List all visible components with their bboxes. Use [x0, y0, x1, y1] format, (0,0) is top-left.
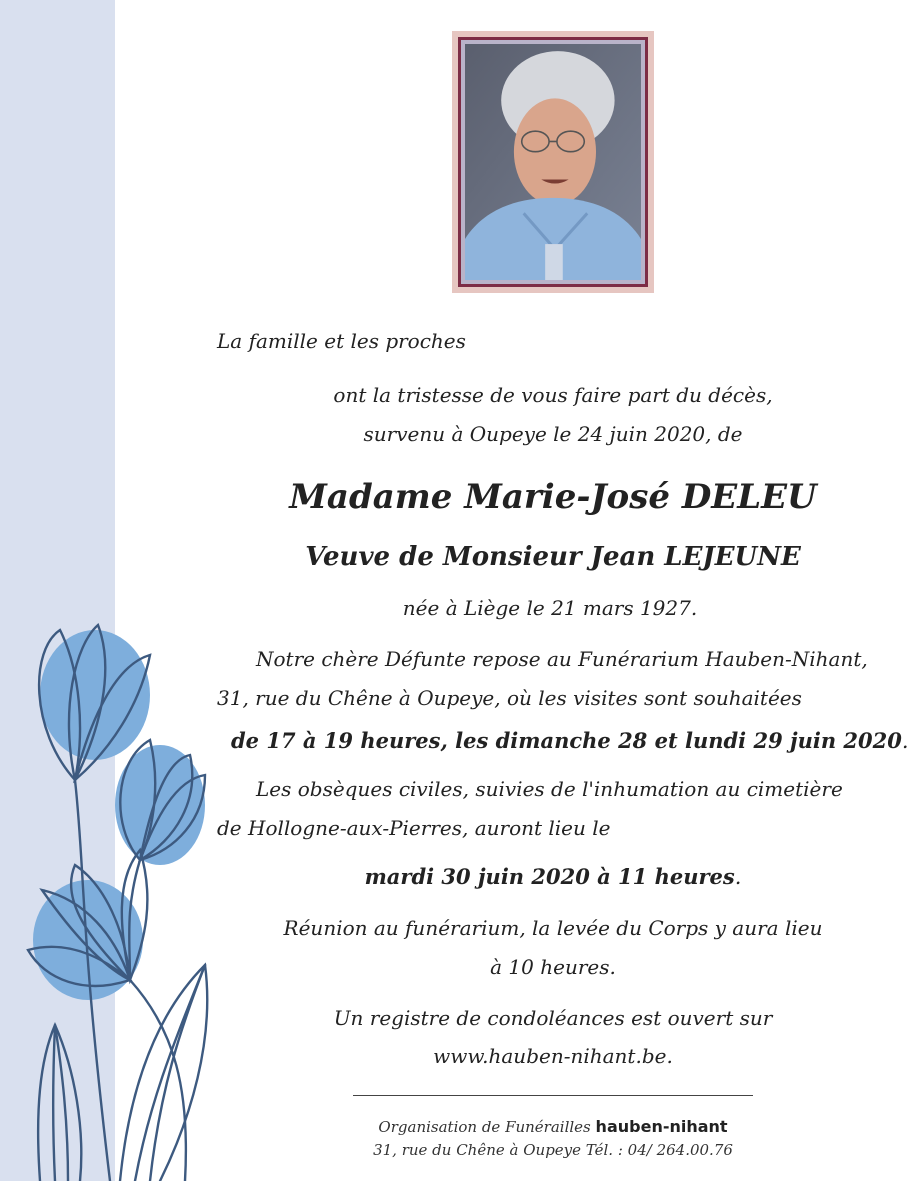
visitation-hours — [231, 730, 909, 752]
funeral-line-1: Les obsèques civiles, suivies de l'inhumation au cimetière — [256, 777, 843, 801]
birth-info: née à Liège le 21 mars 1927. — [402, 596, 698, 620]
footer-org-prefix: Organisation de Funérailles — [378, 1118, 591, 1136]
intro-text: La famille et les proches — [217, 329, 466, 353]
announcement-line-2: survenu à Oupeye le 24 juin 2020, de — [363, 422, 743, 446]
condolences-line: Un registre de condoléances est ouvert sur — [333, 1006, 773, 1030]
footer-divider — [353, 1095, 753, 1096]
tulip-illustration — [0, 610, 240, 1181]
condolences-url[interactable]: www.hauben-nihant.be. — [433, 1044, 673, 1068]
portrait-frame — [452, 31, 654, 293]
brand-logo: hauben-nihant — [595, 1117, 728, 1136]
visitation-line-2: 31, rue du Chêne à Oupeye, où les visites sont souhaitées — [217, 686, 802, 710]
footer-organisation — [378, 1119, 727, 1135]
announcement-line-1: ont la tristesse de vous faire part du décès, — [333, 383, 773, 407]
visitation-line-1: Notre chère Défunte repose au Funérarium Hauben-Nihant, — [256, 647, 868, 671]
funeral-date-text: mardi 30 juin 2020 à 11 heures — [364, 864, 735, 889]
footer-address: 31, rue du Chêne à Oupeye Tél. : 04/ 264.00.76 — [373, 1141, 733, 1159]
portrait-photo — [465, 44, 641, 280]
widow-of: Veuve de Monsieur Jean LEJEUNE — [305, 542, 801, 572]
funeral-line-2: de Hollogne-aux-Pierres, auront lieu le — [217, 816, 611, 840]
funeral-date-period: . — [734, 865, 742, 889]
visitation-hours-text: de 17 à 19 heures, les dimanche 28 et lundi 29 juin 2020 — [231, 728, 902, 753]
meeting-line-1: Réunion au funérarium, la levée du Corps y aura lieu — [283, 916, 823, 940]
deceased-name: Madame Marie-José DELEU — [289, 477, 817, 517]
visitation-hours-period: . — [901, 729, 909, 753]
funeral-date — [365, 866, 742, 888]
meeting-line-2: à 10 heures. — [490, 955, 616, 979]
